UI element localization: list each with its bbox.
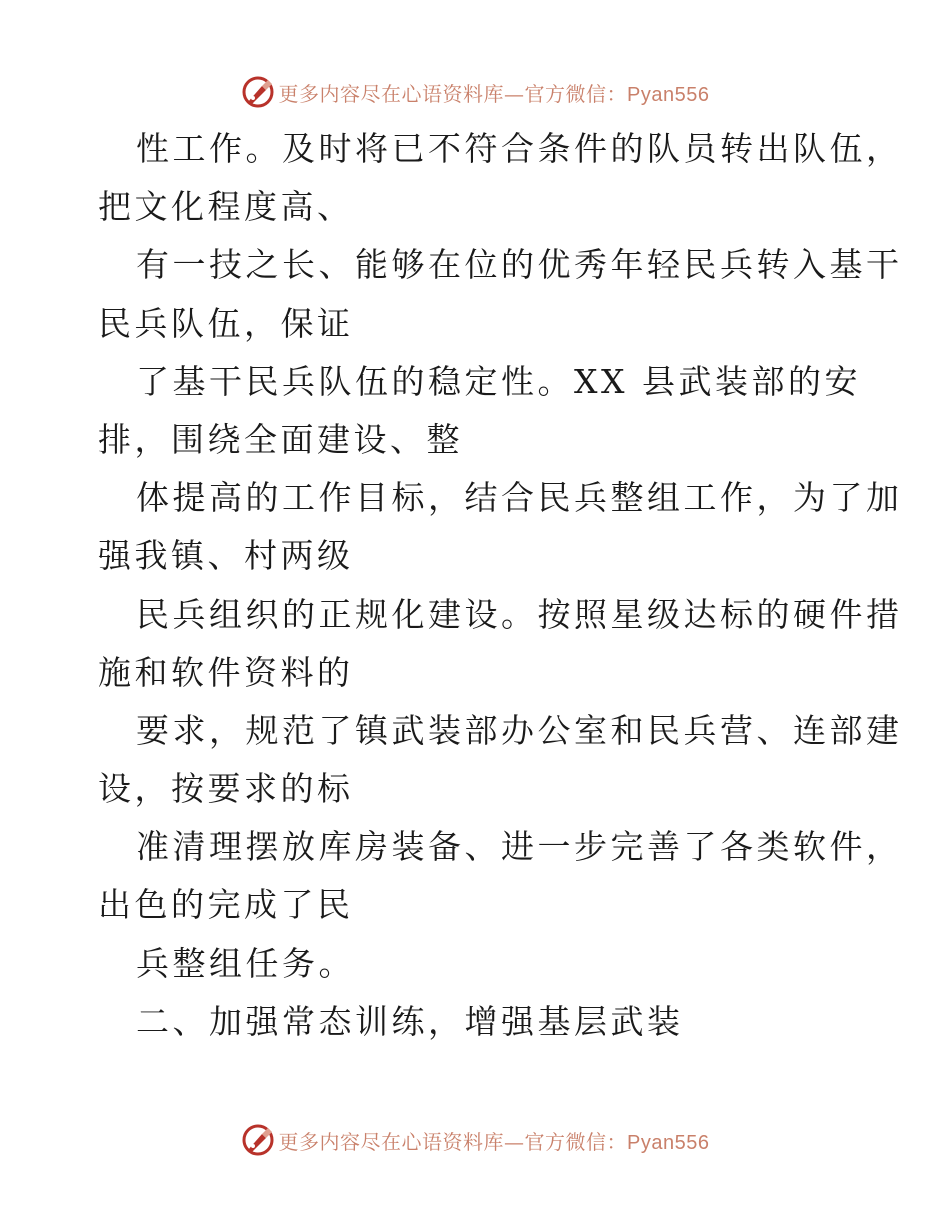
text-line: 排，围绕全面建设、整 bbox=[98, 419, 463, 459]
text-line: 了基干民兵队伍的稳定性。XX 县武装部的安 bbox=[136, 361, 861, 401]
pen-logo-icon bbox=[241, 1123, 275, 1157]
banner-text: 更多内容尽在心语资料库—官方微信：Pyan556 bbox=[278, 1129, 710, 1154]
text-line: 设，按要求的标 bbox=[98, 769, 354, 809]
text-line: 出色的完成了民 bbox=[98, 885, 354, 925]
header-banner bbox=[0, 72, 950, 112]
text-line: 民兵队伍，保证 bbox=[98, 303, 354, 343]
text-line: 兵整组任务。 bbox=[136, 943, 355, 983]
text-line: 准清理摆放库房装备、进一步完善了各类软件， bbox=[136, 827, 903, 867]
text-line: 体提高的工作目标，结合民兵整组工作，为了加 bbox=[136, 478, 903, 518]
text-line: 施和软件资料的 bbox=[98, 652, 354, 692]
text-line: 强我镇、村两级 bbox=[98, 536, 354, 576]
document-body bbox=[98, 120, 903, 1051]
text-line: 性工作。及时将已不符合条件的队员转出队伍， bbox=[136, 129, 903, 168]
text-line: 民兵组织的正规化建设。按照星级达标的硬件措 bbox=[136, 594, 903, 634]
text-line: 把文化程度高、 bbox=[98, 187, 354, 227]
footer-banner bbox=[0, 1120, 950, 1160]
text-line: 有一技之长、能够在位的优秀年轻民兵转入基干 bbox=[136, 245, 903, 285]
section-heading: 二、加强常态训练，增强基层武装 bbox=[136, 1001, 684, 1041]
text-line: 要求，规范了镇武装部办公室和民兵营、连部建 bbox=[136, 710, 903, 750]
banner-text: 更多内容尽在心语资料库—官方微信：Pyan556 bbox=[278, 81, 710, 106]
pen-logo-icon bbox=[241, 75, 275, 109]
